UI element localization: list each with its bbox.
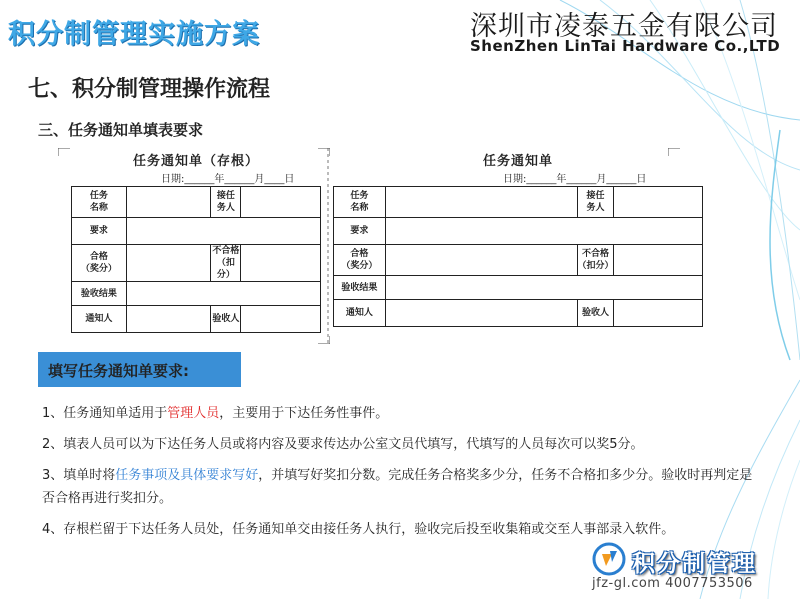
requirements-list	[42, 402, 762, 549]
task-form-main	[333, 150, 703, 327]
company-name-en: ShenZhen LinTai Hardware Co.,LTD	[470, 37, 781, 55]
pass-field[interactable]	[385, 245, 577, 276]
acceptor-label: 验收人	[577, 300, 614, 327]
notifier-label: 通知人	[334, 300, 386, 327]
assignee-label: 接任 务人	[577, 187, 614, 218]
notifier-field[interactable]	[385, 300, 577, 327]
requirement-field[interactable]	[126, 218, 320, 245]
form-table	[71, 186, 321, 333]
requirement-text: 3、填单时将	[42, 468, 116, 483]
deck-title: 积分制管理实施方案	[8, 19, 260, 50]
acceptor-field[interactable]	[241, 306, 321, 333]
pass-field[interactable]	[126, 245, 211, 282]
fail-field[interactable]	[614, 245, 703, 276]
notifier-field[interactable]	[126, 306, 211, 333]
requirement-text: 1、任务通知单适用于	[42, 406, 168, 421]
assignee-label: 接任 务人	[211, 187, 241, 218]
requirement-text: ，主要用于下达任务性事件。	[219, 406, 389, 421]
form-date: 日期:______年______月______日	[503, 174, 647, 185]
acceptance-result-label: 验收结果	[72, 282, 127, 306]
brand-logo-icon	[592, 542, 626, 576]
requirement-label: 要求	[334, 218, 386, 245]
pass-label: 合格 （奖分）	[334, 245, 386, 276]
pass-label: 合格 （奖分）	[72, 245, 127, 282]
requirement-highlight: 管理人员	[167, 406, 220, 421]
fail-label: 不合格 （扣分）	[577, 245, 614, 276]
form-title: 任务通知单	[482, 154, 553, 169]
acceptor-field[interactable]	[614, 300, 703, 327]
form-title: 任务通知单（存根）	[132, 154, 259, 169]
fail-field[interactable]	[241, 245, 321, 282]
requirements-heading-bar	[38, 352, 241, 387]
assignee-field[interactable]	[241, 187, 321, 218]
requirement-item-3	[42, 464, 762, 510]
requirement-item-4: 4、存根栏留于下达任务人员处，任务通知单交由接任务人执行，验收完后投至收集箱或交至人事部录入软件。	[42, 522, 675, 537]
crop-mark	[668, 148, 680, 156]
fail-label: 不合格 （扣分）	[212, 246, 240, 280]
requirement-item-2: 2、填表人员可以为下达任务人员或将内容及要求传达办公室文员代填写，代填写的人员每次可以奖5分。	[42, 437, 644, 452]
task-name-label: 任务 名称	[334, 187, 386, 218]
requirement-item-1	[42, 402, 762, 425]
task-name-field[interactable]	[126, 187, 211, 218]
crop-mark	[318, 336, 330, 344]
task-name-field[interactable]	[385, 187, 577, 218]
sub-title: 三、任务通知单填表要求	[38, 121, 204, 139]
acceptor-label: 验收人	[211, 306, 241, 333]
crop-mark	[58, 148, 70, 156]
requirement-field[interactable]	[385, 218, 702, 245]
section-title: 七、积分制管理操作流程	[28, 77, 271, 102]
brand-name: 积分制管理	[632, 551, 757, 577]
company-name-cn: 深圳市凌泰五金有限公司	[470, 11, 778, 42]
crop-mark	[318, 148, 330, 156]
notifier-label: 通知人	[72, 306, 127, 333]
requirements-heading: 填写任务通知单要求:	[48, 362, 189, 380]
requirement-text: ，并填写好奖扣分数。完成任务合格奖多少分，任务不合格扣多少分。验收时再判定是否合格再进行奖扣分。	[42, 468, 753, 506]
task-form-stub	[71, 150, 321, 333]
acceptance-result-field[interactable]	[126, 282, 320, 306]
assignee-field[interactable]	[614, 187, 703, 218]
form-date: 日期:______年______月____日	[161, 174, 295, 185]
cut-line	[326, 148, 330, 344]
task-name-label: 任务 名称	[72, 187, 127, 218]
requirement-label: 要求	[72, 218, 127, 245]
form-table	[333, 186, 703, 327]
acceptance-result-label: 验收结果	[334, 276, 386, 300]
acceptance-result-field[interactable]	[385, 276, 702, 300]
brand-website: jfz-gl.com 4007753506	[592, 576, 753, 591]
requirement-highlight: 任务事项及具体要求写好	[115, 468, 259, 483]
